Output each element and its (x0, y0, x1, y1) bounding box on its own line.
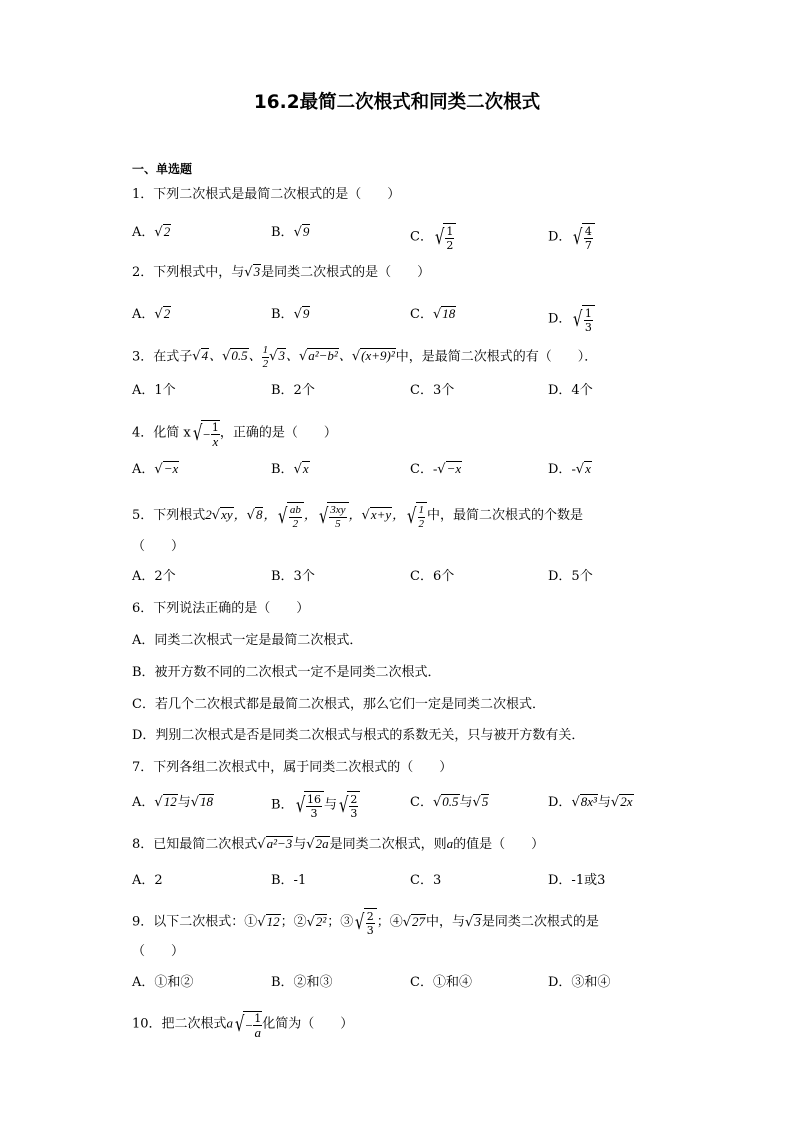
q1-option-c: C． √ $\frac{1}{2}$ (410, 222, 456, 252)
q3-option-b: B．2个 (271, 383, 315, 398)
q2-option-d: D． √ $\frac{1}{3}$ (548, 304, 595, 334)
q7-option-b: B． √ $\frac{16}{3}$ 与 √ $\frac{2}{3}$ (271, 790, 360, 820)
question-8-stem: 8．已知最简二次根式√a²−3与√2a是同类二次根式，则a的值是（ ） (132, 836, 545, 852)
q3-option-a: A．1个 (132, 383, 176, 398)
q6-option-a: A．同类二次根式一定是最简二次根式． (132, 633, 363, 648)
question-7-stem: 7．下列各组二次根式中，属于同类二次根式的（ ） (132, 760, 453, 775)
q2-option-c: C．√18 (410, 306, 456, 322)
q5-option-a: A．2个 (132, 569, 176, 584)
q9-option-a: A．①和② (132, 975, 194, 990)
q4-option-d: D．-√x (548, 461, 591, 477)
q3-option-d: D．4个 (548, 383, 593, 398)
question-9-paren: （ ） (132, 944, 185, 959)
q4-option-b: B．√x (271, 461, 309, 477)
q8-option-c: C．3 (410, 873, 442, 888)
q9-option-b: B．②和③ (271, 975, 333, 990)
q8-option-b: B．-1 (271, 873, 307, 888)
question-1-stem: 1．下列二次根式是最简二次根式的是（ ） (132, 187, 401, 202)
q2-option-b: B．√9 (271, 306, 310, 322)
q6-option-d: D．判别二次根式是否是同类二次根式与根式的系数无关，只与被开方数有关． (132, 728, 585, 743)
question-3-stem: 3．在式子√4、√0.5、 $\frac{1}{2}$ √3、√a²−b²、√(x+9)²中，是最简二次根式的有（ ）． (132, 344, 598, 370)
question-10-stem: 10．把二次根式a √ − 1 a 化简为（ ） (132, 1012, 354, 1040)
q5-option-d: D．5个 (548, 569, 593, 584)
q7-option-a: A．√12与√18 (132, 794, 213, 810)
question-2-stem: 2．下列根式中，与√3是同类二次根式的是（ ） (132, 264, 431, 280)
q5-option-c: C．6个 (410, 569, 455, 584)
q1-option-d: D． √ $\frac{4}{7}$ (548, 222, 595, 252)
q7-option-d: D．√8x³与√2x (548, 794, 633, 810)
page-title: 16.2最简二次根式和同类二次根式 (253, 92, 541, 113)
question-5-stem: 5．下列根式2√xy，√8， √ $\frac{ab}{2}$ ， √ $\frac{3xy}{5}$ ，√x+y， √ $\frac{1}{2}$ 中，最简二次根式的个数是 (132, 504, 584, 530)
question-6-stem: 6．下列说法正确的是（ ） (132, 601, 310, 616)
q9-option-c: C．①和④ (410, 975, 472, 990)
q6-option-b: B．被开方数不同的二次根式一定不是同类二次根式． (132, 665, 441, 680)
section-heading: 一、单选题 (132, 162, 193, 176)
q8-option-d: D．-1或3 (548, 873, 606, 888)
q4-option-c: C．-√−x (410, 461, 462, 477)
q4-option-a: A．√−x (132, 461, 179, 477)
q3-option-c: C．3个 (410, 383, 455, 398)
q1-option-a: A．√2 (132, 224, 171, 240)
q1-option-b: B．√9 (271, 224, 310, 240)
question-4-stem: 4．化简 x √ − 1 x ，正确的是（ ） (132, 421, 337, 449)
q8-option-a: A．2 (132, 873, 163, 888)
q9-option-d: D．③和④ (548, 975, 611, 990)
question-9-stem: 9．以下二次根式：①√12；②√2²；③ √ $\frac{2}{3}$ ；④√27中，与√3是同类二次根式的是 (132, 910, 599, 937)
q2-option-a: A．√2 (132, 306, 171, 322)
q6-option-c: C．若几个二次根式都是最简二次根式，那么它们一定是同类二次根式． (132, 697, 545, 712)
question-5-paren: （ ） (132, 539, 185, 554)
q5-option-b: B．3个 (271, 569, 315, 584)
q7-option-c: C．√0.5与√5 (410, 794, 489, 810)
